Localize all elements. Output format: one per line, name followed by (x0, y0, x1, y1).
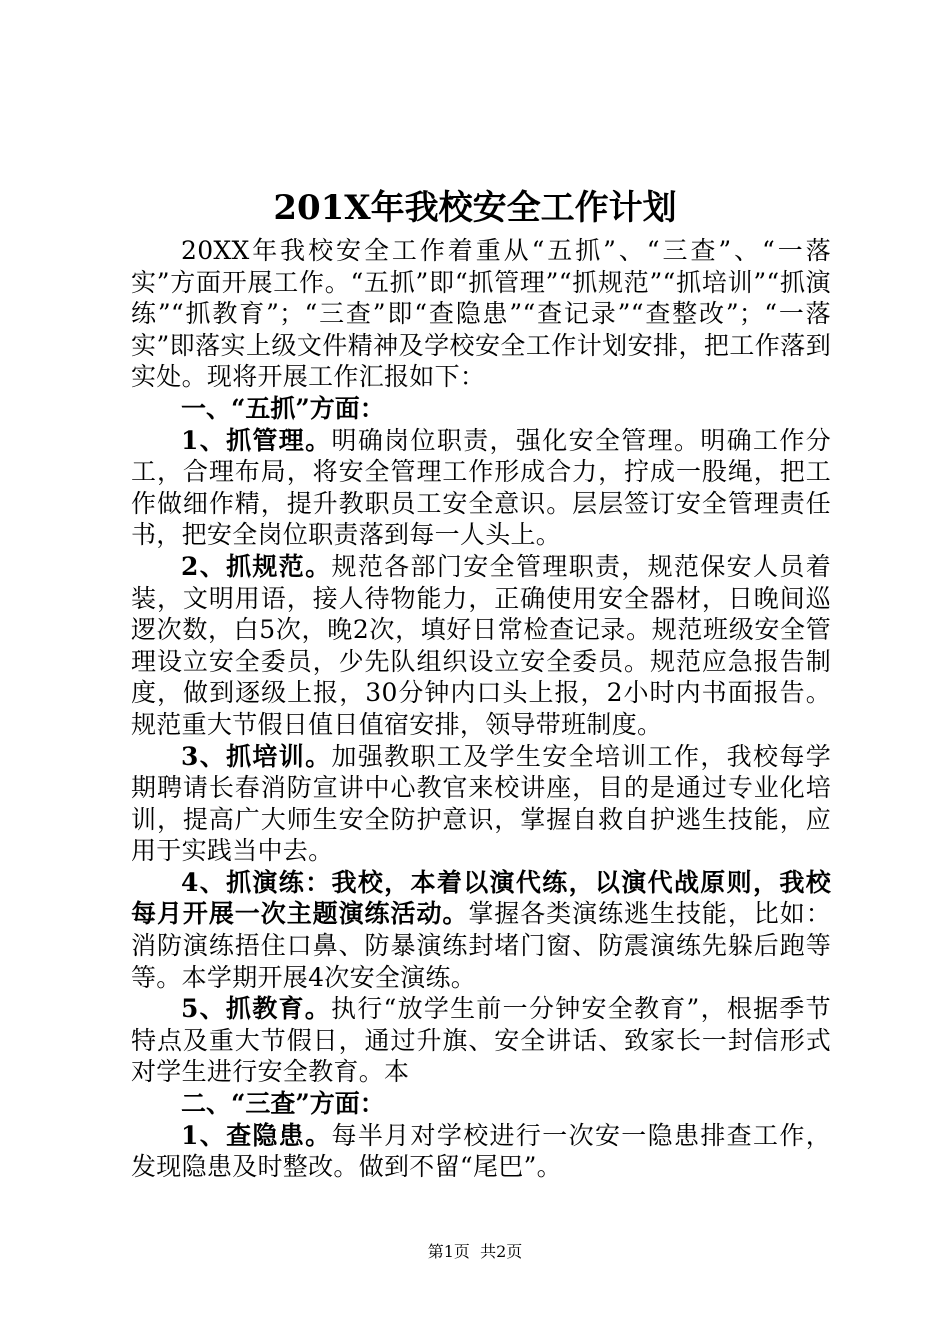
section-heading-five-grasps: 一、“五抓”方面： (181, 393, 385, 423)
lead-hazards: 1、查隐患。 (181, 1120, 332, 1150)
paragraph-training (131, 741, 831, 867)
lead-standards: 2、抓规范。 (181, 551, 332, 581)
lead-drills: 4、抓演练：我校，本着以演代练，以演代战原则，我校每月开展一次主题演练活动。 (131, 867, 831, 929)
document-title: 201X年我校安全工作计划 (273, 188, 677, 228)
paragraph-education (131, 993, 831, 1088)
paragraph-hazards (131, 1120, 831, 1183)
text-education: 执行“放学生前一分钟安全教育”，根据季节特点及重大节假日，通过升旗、安全讲话、致家长一封信形式对学生进行安全教育。本 (131, 994, 831, 1087)
section-heading-three-checks: 二、“三查”方面： (181, 1089, 385, 1119)
lead-education: 5、抓教育。 (181, 994, 332, 1024)
text-training: 加强教职工及学生安全培训工作，我校每学期聘请长春消防宣讲中心教官来校讲座，目的是通过专业化培训，提高广大师生安全防护意识，掌握自救自护逃生技能，应用于实践当中去。 (131, 741, 832, 866)
page-footer: 第1页 共2页 (427, 1242, 523, 1261)
paragraph-management (131, 425, 831, 551)
intro-paragraph: 20XX年我校安全工作着重从“五抓”、“三查”、“一落实”方面开展工作。“五抓”即“抓管理”“抓规范”“抓培训”“抓演练”“抓教育”；“三查”即“查隐患”“查记录”“查整改”；“一落实”即落实上级文件精神及学校安全工作计划安排，把工作落到实处。现将开展工作汇报如下： (131, 236, 831, 392)
text-standards: 规范各部门安全管理职责，规范保安人员着装，文明用语，接人待物能力，正确使用安全器材，日晚间巡逻次数，白5次，晚2次，填好日常检查记录。规范班级安全管理设立安全委员，少先队组织设立安全委员。规范应急报告制度，做到逐级上报，30分钟内口头上报，2小时内书面报告。规范重大节假日值日值宿安排，领导带班制度。 (131, 551, 832, 739)
lead-management: 1、抓管理。 (181, 425, 332, 455)
text-management: 明确岗位职责，强化安全管理。明确工作分工，合理布局，将安全管理工作形成合力，拧成一股绳，把工作做细作精，提升教职员工安全意识。层层签订安全管理责任书，把安全岗位职责落到每一人头上。 (131, 425, 832, 550)
lead-training: 3、抓培训。 (181, 741, 332, 771)
document-body (131, 235, 831, 1183)
paragraph-standards (131, 551, 831, 741)
paragraph-drills (131, 867, 831, 993)
text-drills: 掌握各类演练逃生技能，比如：消防演练捂住口鼻、防暴演练封堵门窗、防震演练先躲后跑等等。本学期开展4次安全演练。 (131, 899, 832, 992)
text-hazards: 每半月对学校进行一次安一隐患排查工作，发现隐患及时整改。做到不留“尾巴”。 (131, 1120, 832, 1182)
